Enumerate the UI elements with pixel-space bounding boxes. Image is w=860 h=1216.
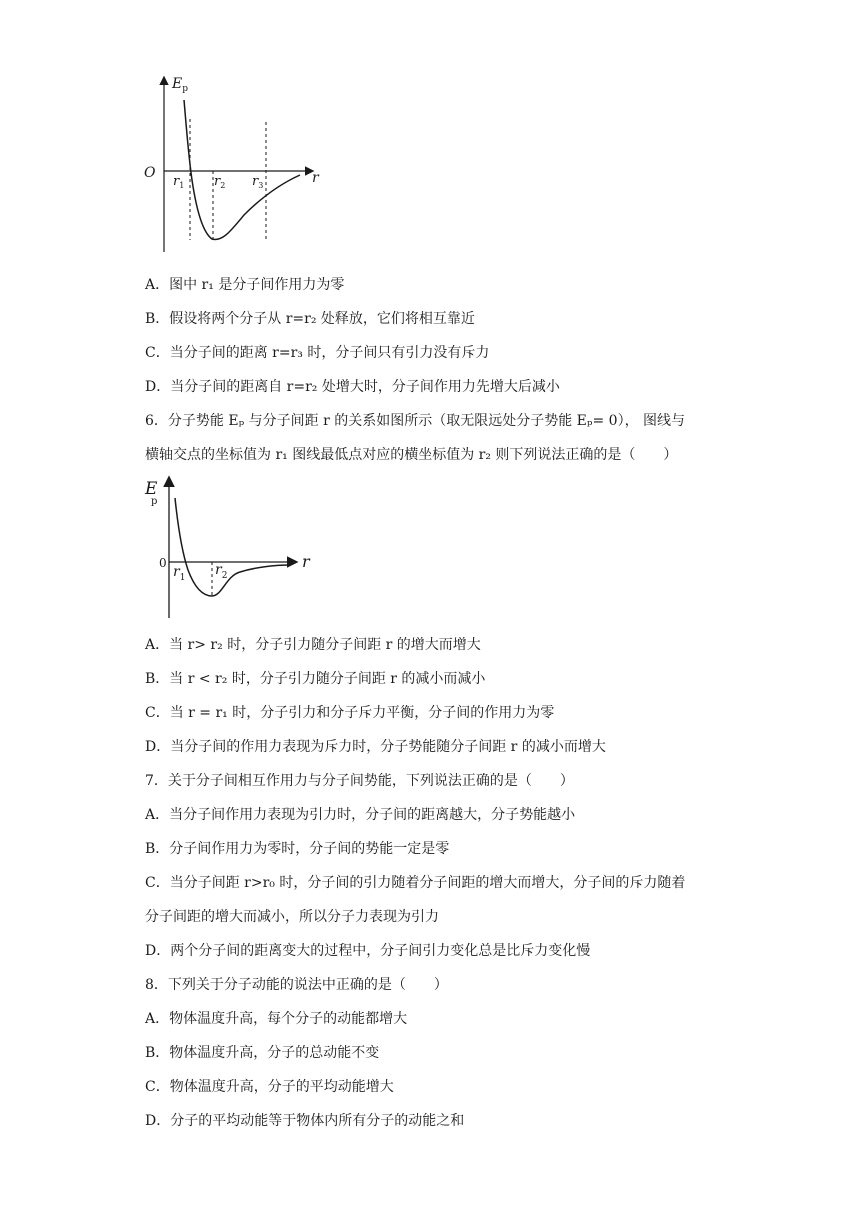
q7-option-d: D．两个分子间的距离变大的过程中，分子间引力变化总是比斥力变化慢 (145, 943, 591, 959)
figure-1-y-label: $E_p$ (172, 76, 188, 94)
figure-2-curve (175, 498, 290, 596)
q6-option-b: B．当 r < r₂ 时，分子引力随分子间距 r 的减小而减小 (145, 671, 486, 687)
q8-option-b: B．物体温度升高，分子的总动能不变 (145, 1045, 380, 1061)
q5-option-c: C．当分子间的距离 r=r₃ 时，分子间只有引力没有斥力 (145, 345, 490, 361)
figure-1-potential-energy-graph (140, 72, 340, 262)
figure-1-r1-label: $r_1$ (173, 174, 185, 190)
figure-1-r2-label: $r_2$ (214, 174, 226, 190)
q8-option-a: A．物体温度升高，每个分子的动能都增大 (145, 1011, 408, 1027)
q8-option-d: D．分子的平均动能等于物体内所有分子的动能之和 (145, 1113, 465, 1129)
q5-option-a: A．图中 r₁ 是分子间作用力为零 (145, 277, 345, 293)
figure-2-x-label: r (302, 552, 310, 571)
figure-1-curve (184, 100, 300, 240)
figure-2-y-label: E p (145, 479, 158, 507)
q5-option-d: D．当分子间的距离自 r=r₂ 处增大时，分子间作用力先增大后减小 (145, 379, 560, 395)
figure-1-origin-label: O (144, 165, 156, 181)
q7-option-a: A．当分子间作用力表现为引力时，分子间的距离越大，分子势能越小 (145, 807, 576, 823)
q6-option-d: D．当分子间的作用力表现为斥力时，分子势能随分子间距 r 的减小而增大 (145, 739, 606, 755)
q6-stem-line-2: 横轴交点的坐标值为 r₁ 图线最低点对应的横坐标值为 r₂ 则下列说法正确的是（ ） (145, 447, 678, 463)
q7-option-b: B．分子间作用力为零时，分子间的势能一定是零 (145, 841, 450, 857)
q8-stem: 8．下列关于分子动能的说法中正确的是（ ） (145, 977, 448, 993)
q5-option-b: B．假设将两个分子从 r=r₂ 处释放，它们将相互靠近 (145, 311, 475, 327)
figure-1-x-label: r (312, 170, 319, 186)
q6-stem-line-1: 6．分子势能 Eₚ 与分子间距 r 的关系如图所示（取无限远处分子势能 Eₚ= 0）， 图线与 (145, 413, 686, 429)
q6-option-c: C．当 r = r₁ 时，分子引力和分子斥力平衡，分子间的作用力为零 (145, 705, 555, 721)
q8-option-c: C．物体温度升高，分子的平均动能增大 (145, 1079, 394, 1095)
figure-2-r2-label: $r_2$ (215, 562, 228, 581)
q7-option-c-line-2: 分子间距的增大而减小，所以分子力表现为引力 (145, 909, 439, 925)
figure-1-r3-label: $r_3$ (252, 174, 264, 190)
q7-stem: 7．关于分子间相互作用力与分子间势能，下列说法正确的是（ ） (145, 773, 574, 789)
figure-2-origin-label: 0 (159, 556, 167, 570)
q6-option-a: A．当 r> r₂ 时，分子引力随分子间距 r 的增大而增大 (145, 637, 481, 653)
figure-2-r1-label: $r_1$ (173, 564, 186, 583)
q7-option-c-line-1: C．当分子间距 r>r₀ 时，分子间的引力随着分子间距的增大而增大，分子间的斥力随着 (145, 875, 686, 891)
figure-2-potential-energy-graph (140, 472, 340, 622)
